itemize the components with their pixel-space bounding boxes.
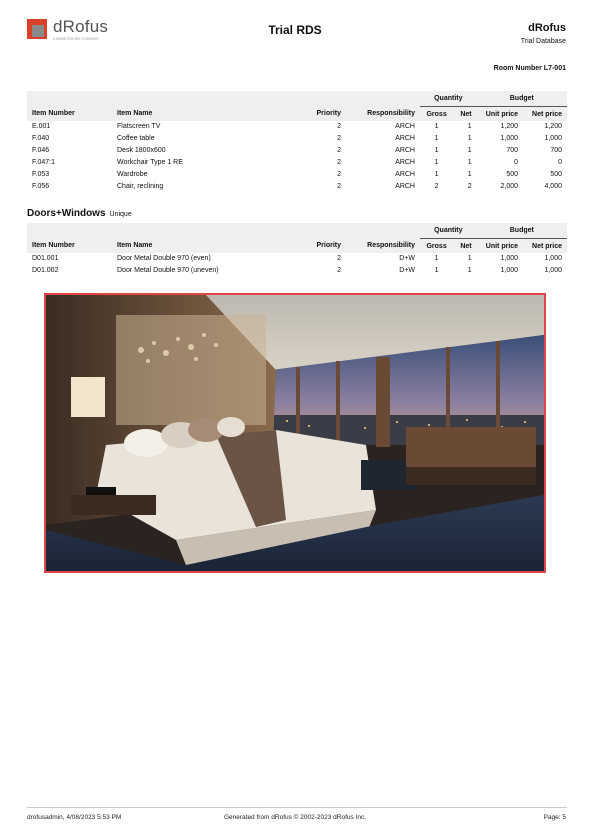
item-responsibility: ARCH (395, 171, 415, 178)
col-responsibility: Responsibility (367, 242, 415, 250)
item-gross: 1 (434, 159, 439, 167)
logo-tagline: A NEMETSCHEK COMPANY (53, 37, 99, 41)
room-photo (44, 293, 546, 573)
item-net: 1 (467, 135, 472, 143)
item-unit-price: 1,200 (500, 123, 519, 131)
item-gross: 1 (434, 147, 439, 155)
item-number: F.056 (32, 182, 50, 190)
item-net: 1 (467, 147, 472, 155)
col-net-price: Net price (532, 242, 562, 250)
quantity-group-header: Quantity (420, 91, 477, 107)
item-net: 2 (467, 182, 472, 190)
doors-table (27, 223, 567, 277)
item-net-price: 500 (550, 171, 562, 178)
item-net: 1 (467, 123, 472, 131)
items-table (27, 91, 567, 192)
item-name: Chair, reclining (117, 182, 164, 190)
hotel-room-image (46, 295, 544, 571)
item-net-price: 1,000 (544, 267, 562, 275)
item-unit-price: 1,000 (500, 267, 519, 275)
section-subtitle: Unique (109, 211, 132, 218)
col-item-name: Item Name (117, 242, 153, 250)
item-responsibility: ARCH (395, 147, 415, 155)
item-name: Coffee table (117, 135, 155, 143)
item-net: 1 (467, 267, 472, 275)
item-net-price: 700 (550, 147, 562, 155)
item-gross: 2 (434, 182, 439, 190)
item-net-price: 0 (558, 159, 562, 167)
item-responsibility: ARCH (395, 182, 415, 190)
item-number: F.046 (32, 147, 50, 155)
item-number: D01.001 (32, 255, 59, 263)
item-responsibility: D+W (399, 267, 415, 275)
item-net-price: 1,200 (544, 123, 562, 131)
footer-page-number: Page: 5 (543, 814, 566, 821)
item-priority: 2 (337, 123, 341, 131)
document-title: Trial RDS (268, 23, 322, 37)
item-unit-price: 700 (506, 147, 519, 155)
col-gross: Gross (426, 110, 447, 118)
section-title (27, 208, 132, 219)
item-net-price: 4,000 (544, 182, 562, 190)
item-net: 1 (467, 255, 472, 263)
col-item-name: Item Name (117, 110, 153, 118)
item-name: Flatscreen TV (117, 123, 161, 131)
item-responsibility: ARCH (395, 123, 415, 131)
footer-user-timestamp: drofusadmin, 4/08/2023 5:53 PM (27, 814, 122, 821)
item-number: D01.002 (32, 267, 59, 275)
item-gross: 1 (434, 123, 439, 131)
col-priority: Priority (316, 242, 341, 250)
item-priority: 2 (337, 255, 341, 263)
item-number: F.047:1 (32, 159, 55, 167)
item-name: Workchair Type 1 RE (117, 159, 183, 167)
database-name: Trial Database (520, 38, 566, 45)
table-row (27, 253, 567, 265)
footer-divider (27, 807, 567, 808)
item-priority: 2 (337, 147, 341, 155)
table-row (27, 121, 567, 133)
item-priority: 2 (337, 135, 341, 143)
footer-generated: Generated from dRofus © 2002-2023 dRofus Inc. (223, 814, 367, 821)
item-priority: 2 (337, 159, 341, 167)
group-header-row (27, 223, 567, 239)
item-net-price: 1,000 (544, 255, 562, 263)
col-net: Net (460, 110, 472, 118)
item-responsibility: ARCH (395, 159, 415, 167)
budget-group-header: Budget (477, 91, 567, 107)
table-row (27, 265, 567, 277)
item-unit-price: 0 (514, 159, 519, 167)
col-item-number: Item Number (32, 110, 75, 118)
item-priority: 2 (337, 182, 341, 190)
table-row (27, 133, 567, 145)
item-name: Wardrobe (117, 171, 148, 178)
item-net: 1 (467, 171, 472, 178)
col-responsibility: Responsibility (367, 110, 415, 118)
table-row (27, 169, 567, 181)
item-number: F.053 (32, 171, 50, 178)
item-number: E.001 (32, 123, 51, 131)
table-row (27, 180, 567, 192)
brand-name: dRofus (528, 22, 566, 34)
item-responsibility: ARCH (395, 135, 415, 143)
group-header-row (27, 91, 567, 107)
col-gross: Gross (426, 242, 447, 250)
item-name: Door Metal Double 970 (even) (117, 255, 211, 263)
item-priority: 2 (337, 267, 341, 275)
item-unit-price: 500 (506, 171, 519, 178)
item-gross: 1 (434, 267, 439, 275)
quantity-group-header: Quantity (420, 223, 477, 239)
item-unit-price: 2,000 (500, 182, 519, 190)
column-header-row (27, 107, 567, 122)
budget-group-header: Budget (477, 223, 567, 239)
col-net: Net (460, 242, 472, 250)
item-unit-price: 1,000 (500, 255, 519, 263)
column-header-row (27, 239, 567, 254)
col-item-number: Item Number (32, 242, 75, 250)
logo-name: dRofus (53, 17, 109, 36)
room-number: Room Number L7-001 (493, 65, 566, 72)
item-name: Desk 1800x600 (117, 147, 166, 155)
item-gross: 1 (434, 171, 439, 178)
item-priority: 2 (337, 171, 341, 178)
item-unit-price: 1,000 (500, 135, 519, 143)
section-title-text: Doors+Windows (27, 208, 106, 219)
table-row (27, 157, 567, 169)
item-number: F.040 (32, 135, 50, 143)
item-responsibility: D+W (399, 255, 415, 263)
col-unit-price: Unit price (485, 110, 519, 118)
col-net-price: Net price (532, 110, 562, 118)
item-gross: 1 (434, 255, 439, 263)
col-priority: Priority (316, 110, 341, 118)
col-unit-price: Unit price (485, 242, 519, 250)
item-net: 1 (467, 159, 472, 167)
item-gross: 1 (434, 135, 439, 143)
item-net-price: 1,000 (544, 135, 562, 143)
table-row (27, 145, 567, 157)
item-name: Door Metal Double 970 (uneven) (117, 267, 219, 275)
